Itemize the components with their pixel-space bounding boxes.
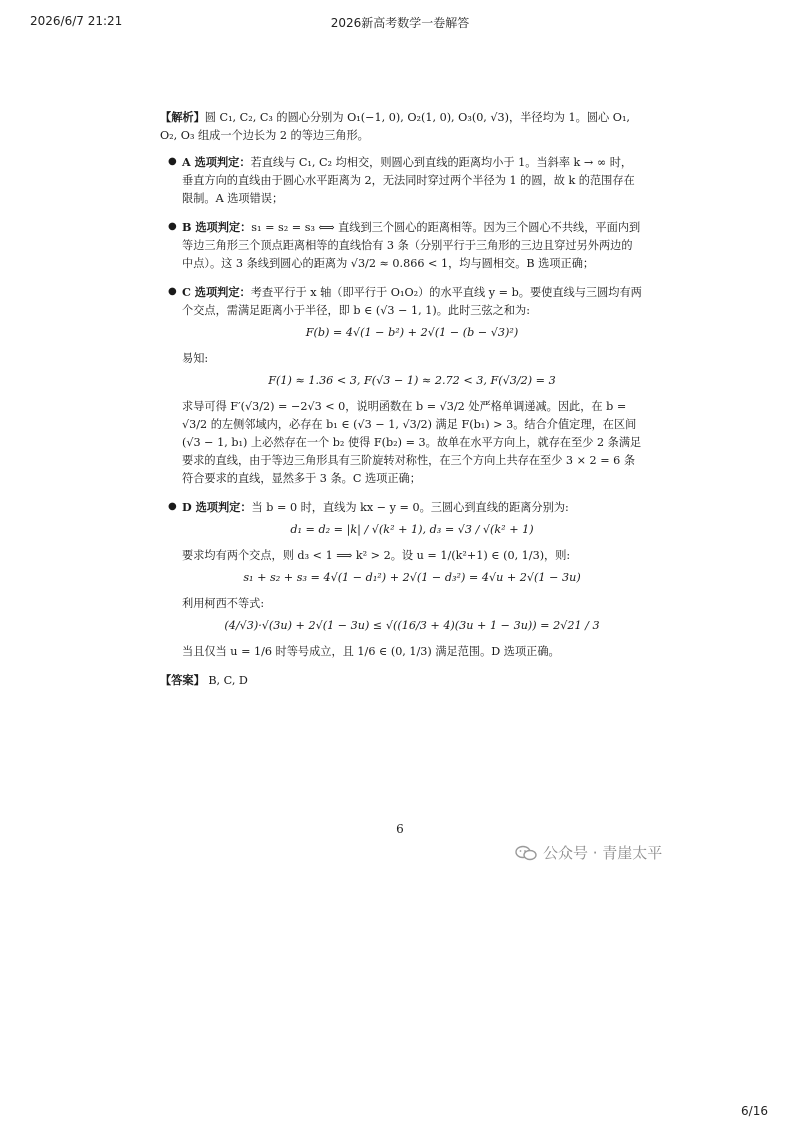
equation-distances: d₁ = d₂ = |k| / √(k² + 1), d₃ = √3 / √(k² + 1) bbox=[290, 523, 534, 536]
option-d-title: D 选项判定： bbox=[182, 500, 252, 514]
header-title: 2026新高考数学一卷解答 bbox=[330, 16, 470, 30]
intro-text: 圆 C₁, C₂, C₃ 的圆心分别为 O₁(−1, 0), O₂(1, 0), O₃(0, √3)，半径均为 1。圆心 O₁, O₂, O₃ 组成一个边长为 2 的等边三角形。 bbox=[160, 111, 630, 142]
equation-F-values: F(1) ≈ 1.36 < 3, F(√3 − 1) ≈ 2.72 < 3, F(√3/2) = 3 bbox=[268, 374, 556, 387]
inner-page-number: 6 bbox=[396, 822, 404, 836]
option-d-body3: 利用柯西不等式: bbox=[182, 597, 265, 610]
option-c-body1: 考查平行于 x 轴（即平行于 O₁O₂）的水平直线 y = b。要使直线与三圆均有两个交点，需满足距离小于半径，即 b ∈ (√3 − 1, 1)。此时三弦之和为: bbox=[182, 286, 642, 317]
solution-document bbox=[160, 108, 642, 698]
intro-paragraph bbox=[160, 108, 642, 145]
page-indicator: 6/16 bbox=[741, 1104, 768, 1118]
equation-chord-sum: s₁ + s₂ + s₃ = 4√(1 − d₁²) + 2√(1 − d₃²) = 4√u + 2√(1 − 3u) bbox=[243, 571, 581, 584]
option-c bbox=[160, 283, 642, 488]
option-b-title: B 选项判定： bbox=[182, 220, 252, 234]
option-a-body: 若直线与 C₁, C₂ 均相交，则圆心到直线的距离均小于 1。当斜率 k → ∞ 时，垂直方向的直线由于圆心水平距离为 2，无法同时穿过两个半径为 1 的圆，故 k 的范围存在限制。A 选项错误； bbox=[182, 156, 635, 205]
wechat-icon bbox=[515, 845, 537, 861]
bullet-icon: ● bbox=[168, 501, 177, 512]
bullet-icon: ● bbox=[168, 221, 177, 232]
watermark bbox=[515, 842, 662, 863]
option-c-title: C 选项判定： bbox=[182, 285, 251, 299]
watermark-text: 公众号 · 青崖太平 bbox=[543, 844, 663, 862]
option-b bbox=[160, 218, 642, 273]
bullet-icon: ● bbox=[168, 156, 177, 167]
answer-tag: 【答案】 bbox=[160, 673, 205, 687]
option-a bbox=[160, 153, 642, 208]
analysis-tag: 【解析】 bbox=[160, 110, 205, 124]
answer-line bbox=[160, 671, 642, 690]
option-c-easy: 易知: bbox=[182, 352, 209, 365]
bullet-icon: ● bbox=[168, 286, 177, 297]
options-list bbox=[160, 153, 642, 661]
option-d-body1: 当 b = 0 时，直线为 kx − y = 0。三圆心到直线的距离分别为: bbox=[251, 501, 569, 514]
option-b-body: s₁ = s₂ = s₃ ⟺ 直线到三个圆心的距离相等。因为三个圆心不共线，平面内到等边三角形三个顶点距离相等的直线恰有 3 条（分别平行于三角形的三边且穿过另外两边的中点）。这 3 条线到圆心的距离为 √3/2 ≈ 0.866 < 1，均与圆相交。B 选项正确； bbox=[182, 221, 641, 270]
option-d-body4: 当且仅当 u = 1/6 时等号成立，且 1/6 ∈ (0, 1/3) 满足范围。D 选项正确。 bbox=[182, 645, 560, 658]
option-d bbox=[160, 498, 642, 661]
answer-value: B, C, D bbox=[208, 674, 248, 687]
option-c-body2: 求导可得 F′(√3/2) = −2√3 < 0，说明函数在 b = √3/2 处严格单调递减。因此，在 b = √3/2 的左侧邻域内，必存在 b₁ ∈ (√3 − 1, √3/2) 满足 F(b₁) > 3。结合介值定理，在区间 (√3 − 1, b₁) 上必然存在一个 b₂ 使得 F(b₂) = 3。故单在水平方向上，就存在至少 2 条满足要求的直线，由于等边三角形具有三阶旋转对称性，在三个方向上共存在至少 3 × 2 = 6 条符合要求的直线，显然多于 3 条。C 选项正确； bbox=[182, 400, 642, 485]
equation-cauchy: (4/√3)·√(3u) + 2√(1 − 3u) ≤ √((16/3 + 4)(3u + 1 − 3u)) = 2√21 / 3 bbox=[224, 619, 600, 632]
equation-F-b: F(b) = 4√(1 − b²) + 2√(1 − (b − √3)²) bbox=[305, 326, 519, 339]
option-a-title: A 选项判定： bbox=[182, 155, 251, 169]
header-datetime: 2026/6/7 21:21 bbox=[30, 14, 123, 28]
option-d-body2: 要求均有两个交点，则 d₃ < 1 ⟹ k² > 2。设 u = 1/(k²+1) ∈ (0, 1/3)，则: bbox=[182, 549, 571, 562]
